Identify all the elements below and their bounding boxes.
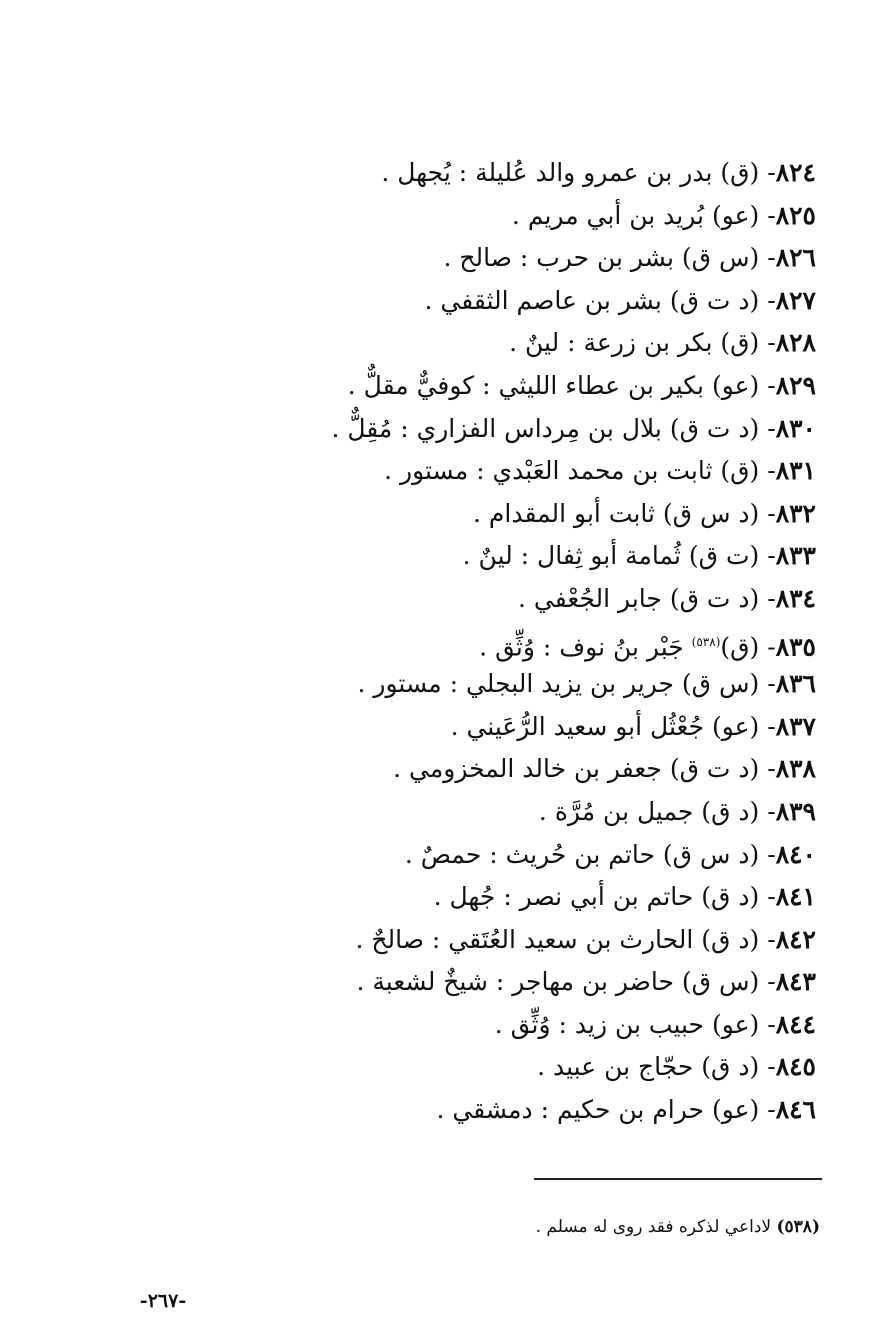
footnote-number: (٥٣٨) (776, 1217, 820, 1237)
entry: ٨٣٨- (د ت ق) جعفر بن خالد المخزومي . (393, 754, 816, 784)
entry-text: (س ق) جرير بن يزيد البجلي : مستور . (357, 669, 760, 699)
entry-number: ٨٣٠ (775, 413, 816, 443)
entry: ٨٤٥- (د ق) حجّاج بن عبيد . (537, 1052, 816, 1082)
entry: ٨٣٣- (ت ق) ثُمامة أبو ثِفال : لينٌ . (462, 541, 816, 571)
entry-text: (س ق) بشر بن حرب : صالح . (443, 243, 760, 273)
entry-number: ٨٤٦ (775, 1095, 816, 1125)
footnote-divider (534, 1178, 822, 1180)
entry-text: (د ت ق) جابر الجُعْفي . (517, 583, 760, 613)
entry: ٨٢٧- (د ت ق) بشر بن عاصم الثقفي . (424, 285, 816, 315)
entry-text: (ق) بدر بن عمرو والد عُليلة : يُجهل . (381, 158, 760, 187)
entry-number: ٨٣٩ (775, 796, 816, 826)
entry-text: (د ت ق) جعفر بن خالد المخزومي . (393, 754, 760, 784)
page-number: -٢٦٧- (139, 1290, 187, 1312)
entry: ٨٣٤- (د ت ق) جابر الجُعْفي . (517, 583, 816, 613)
entry-text: (د ت ق) بشر بن عاصم الثقفي . (424, 285, 760, 315)
entry-text: (د س ق) ثابت أبو المقدام . (473, 498, 760, 528)
entry-text: (د ق) الحارث بن سعيد العُتَقي : صالحٌ . (355, 924, 760, 954)
entry: ٨٣٥- (ق)$^{(٥٣٨)}$ جَبْر بنُ نوف : وُثِّق . (479, 631, 816, 661)
entry-number: ٨٢٧ (775, 285, 816, 315)
entry-text: (عو) بُريد بن أبي مريم . (511, 200, 760, 230)
entry-number: ٨٣٨ (775, 754, 816, 784)
entry-number: ٨٢٩ (775, 370, 816, 400)
entry-number: ٨٢٨ (775, 328, 816, 358)
entry-text: (عو) جُعْثُل أبو سعيد الرُّعَيني . (450, 711, 760, 741)
entry: ٨٢٥- (عو) بُريد بن أبي مريم . (511, 200, 816, 230)
entry-number: ٨٣٢ (775, 498, 816, 528)
entry-text: (س ق) حاضر بن مهاجر : شيخٌ لشعبة . (356, 967, 760, 997)
entry-number: ٨٣٣ (775, 541, 816, 571)
entry: ٨٤٤- (عو) حبيب بن زيد : وُثِّق . (494, 1009, 816, 1039)
entry: ٨٤٠- (د س ق) حاتم بن حُريث : حمصٌ . (404, 839, 816, 869)
entry: ٨٣٧- (عو) جُعْثُل أبو سعيد الرُّعَيني . (450, 711, 816, 741)
entry-text: (د س ق) حاتم بن حُريث : حمصٌ . (404, 839, 760, 869)
entry-number: ٨٤٣ (775, 967, 816, 997)
entry-number: ٨٢٤ (775, 158, 816, 187)
entry-list (196, 152, 816, 1132)
entry-text: (عو) حبيب بن زيد : وُثِّق . (494, 1009, 760, 1039)
entry: ٨٣١- (ق) ثابت بن محمد العَبْدي : مستور . (384, 456, 816, 486)
entry: ٨٣٢- (د س ق) ثابت أبو المقدام . (473, 498, 816, 528)
entry: ٨٣٦- (س ق) جرير بن يزيد البجلي : مستور . (357, 669, 816, 699)
entry-number: ٨٣٥ (775, 631, 816, 661)
entry-text: (ق) (720, 631, 760, 661)
footnote-marker: (٥٣٨) (691, 634, 721, 649)
entry-number: ٨٣٦ (775, 669, 816, 699)
entry: ٨٢٨- (ق) بكر بن زرعة : لينٌ . (509, 328, 816, 358)
entry: ٨٢٩- (عو) بكير بن عطاء الليثي : كوفيٌّ مقلٌّ . (347, 370, 816, 400)
entry-number: ٨٤١ (775, 882, 816, 912)
entry-text-continued: جَبْر بنُ نوف : وُثِّق . (479, 631, 692, 661)
entry-text: (ت ق) ثُمامة أبو ثِفال : لينٌ . (462, 541, 760, 571)
entry: ٨٤٣- (س ق) حاضر بن مهاجر : شيخٌ لشعبة . (356, 967, 816, 997)
entry: ٨٢٤- (ق) بدر بن عمرو والد عُليلة : يُجهل . (381, 158, 816, 187)
entry-number: ٨٢٦ (775, 243, 816, 273)
entry-number: ٨٣٤ (775, 583, 816, 613)
entry-number: ٨٤٠ (775, 839, 816, 869)
entry-number: ٨٣١ (775, 456, 816, 486)
entry: ٨٣٠- (د ت ق) بلال بن مِرداس الفزاري : مُقِلٌّ . (331, 413, 816, 443)
entry-number: ٨٢٥ (775, 200, 816, 230)
entry: ٨٢٦- (س ق) بشر بن حرب : صالح . (443, 243, 816, 273)
entry-text: (د ق) حاتم بن أبي نصر : جُهل . (433, 882, 760, 912)
entry-number: ٨٣٧ (775, 711, 816, 741)
entry-text: (د ق) حجّاج بن عبيد . (537, 1052, 760, 1082)
entry-text: (د ق) جميل بن مُرَّة . (538, 796, 760, 826)
entry: ٨٤٢- (د ق) الحارث بن سعيد العُتَقي : صالحٌ . (355, 924, 816, 954)
entry-text: (عو) حرام بن حكيم : دمشقي . (436, 1095, 760, 1125)
entry-text: (ق) بكر بن زرعة : لينٌ . (509, 328, 760, 358)
entry-number: ٨٤٤ (775, 1009, 816, 1039)
entry: ٨٤١- (د ق) حاتم بن أبي نصر : جُهل . (433, 882, 816, 912)
footnote (320, 1215, 820, 1239)
footnote-text: لاداعي لذكره فقد روى له مسلم . (535, 1217, 777, 1237)
entry-text: (عو) بكير بن عطاء الليثي : كوفيٌّ مقلٌّ . (347, 370, 760, 400)
entry-text: (ق) ثابت بن محمد العَبْدي : مستور . (384, 456, 760, 486)
entry-number: ٨٤٥ (775, 1052, 816, 1082)
entry: ٨٣٩- (د ق) جميل بن مُرَّة . (538, 796, 816, 826)
entry-text: (د ت ق) بلال بن مِرداس الفزاري : مُقِلٌّ . (331, 413, 760, 443)
entry-number: ٨٤٢ (775, 924, 816, 954)
entry: ٨٤٦- (عو) حرام بن حكيم : دمشقي . (436, 1095, 816, 1125)
